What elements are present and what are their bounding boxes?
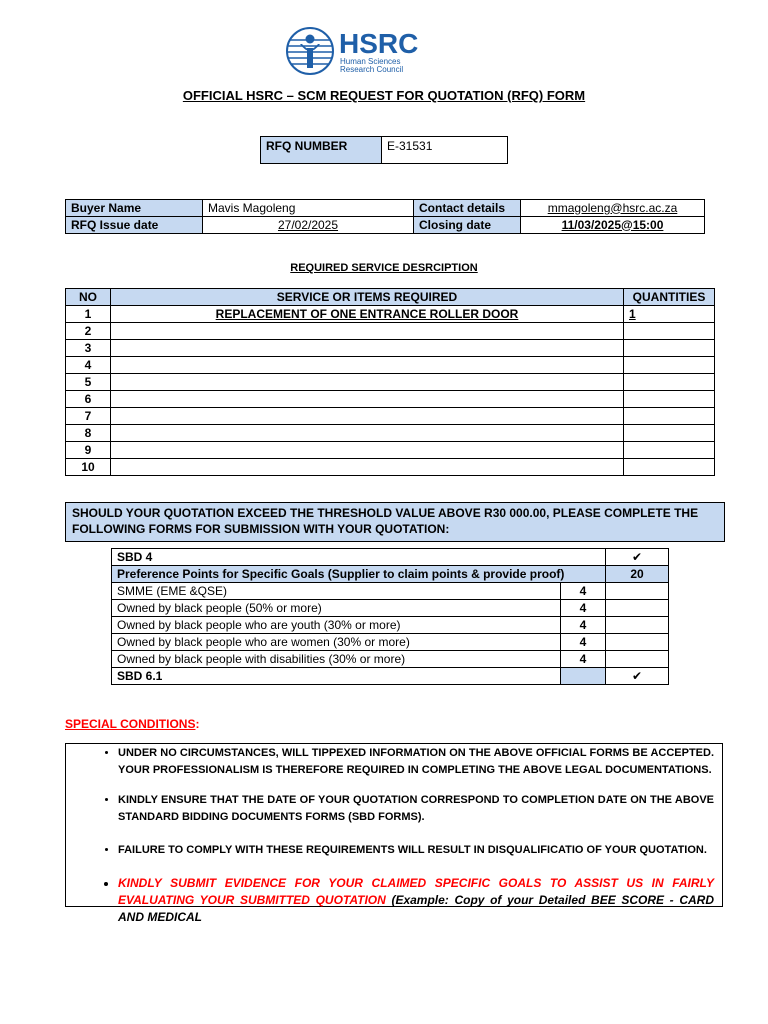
row-qty bbox=[624, 425, 715, 442]
logo-acronym: HSRC bbox=[339, 28, 419, 59]
row-no: 7 bbox=[66, 408, 111, 425]
sbd61-label: SBD 6.1 bbox=[112, 668, 561, 685]
special-heading bbox=[65, 717, 199, 731]
row-qty bbox=[624, 340, 715, 357]
goal-label: Owned by black people (50% or more) bbox=[112, 600, 561, 617]
row-item bbox=[111, 442, 624, 459]
service-table bbox=[65, 288, 715, 476]
condition-item-4-black: (Example: Copy of your Detailed BEE SCORE - CARD AND MEDICAL bbox=[118, 893, 714, 924]
service-rows bbox=[66, 306, 715, 476]
table-row bbox=[112, 583, 669, 600]
row-no: 3 bbox=[66, 340, 111, 357]
table-row bbox=[112, 634, 669, 651]
table-row bbox=[112, 617, 669, 634]
table-row bbox=[66, 374, 715, 391]
buyer-name-value: Mavis Magoleng bbox=[203, 200, 414, 217]
issue-date-value: 27/02/2025 bbox=[203, 217, 414, 234]
logo-line2: Research Council bbox=[340, 65, 404, 74]
sbd4-check-icon: ✔ bbox=[606, 549, 669, 566]
goal-points: 4 bbox=[561, 634, 606, 651]
condition-item-1: • UNDER NO CIRCUMSTANCES, WILL TIPPEXED INFORMATION ON THE ABOVE OFFICIAL FORMS BE ACCEPTED. YOUR PROFESSIONALISM IS THEREFORE REQUIRED IN COMPLETING THE ABOVE LEGAL DOCUMENTATIONS. bbox=[118, 745, 714, 779]
threshold-text: SHOULD YOUR QUOTATION EXCEED THE THRESHOLD VALUE ABOVE R30 000.00, PLEASE COMPLETE THE FOLLOWING FORMS FOR SUBMISSION WITH YOUR QUOTATION: bbox=[72, 506, 699, 536]
hsrc-emblem-icon bbox=[285, 26, 335, 76]
row-qty bbox=[624, 408, 715, 425]
table-row bbox=[66, 323, 715, 340]
pref-label: Preference Points for Specific Goals (Supplier to claim points & provide proof) bbox=[112, 566, 606, 583]
row-qty bbox=[624, 323, 715, 340]
pref-points: 20 bbox=[606, 566, 669, 583]
sbd-table bbox=[111, 548, 669, 685]
row-no: 9 bbox=[66, 442, 111, 459]
sbd61-blank bbox=[561, 668, 606, 685]
row-item bbox=[111, 425, 624, 442]
row-item bbox=[111, 459, 624, 476]
row-qty bbox=[624, 442, 715, 459]
goal-points: 4 bbox=[561, 651, 606, 668]
goal-label: Owned by black people with disabilities (30% or more) bbox=[112, 651, 561, 668]
condition-item-4 bbox=[118, 875, 714, 926]
threshold-notice bbox=[65, 502, 725, 542]
goal-claim-cell[interactable] bbox=[606, 583, 669, 600]
row-item: REPLACEMENT OF ONE ENTRANCE ROLLER DOOR bbox=[111, 306, 624, 323]
goal-rows bbox=[112, 583, 669, 668]
logo-line1: Human Sciences bbox=[340, 57, 401, 66]
row-no: 5 bbox=[66, 374, 111, 391]
special-conditions-list bbox=[66, 745, 722, 926]
goal-label: Owned by black people who are youth (30% or more) bbox=[112, 617, 561, 634]
special-conditions-box bbox=[65, 743, 723, 924]
row-qty: 1 bbox=[624, 306, 715, 323]
sbd61-check-icon: ✔ bbox=[606, 668, 669, 685]
table-row bbox=[66, 340, 715, 357]
goal-label: Owned by black people who are women (30% or more) bbox=[112, 634, 561, 651]
col-item: SERVICE OR ITEMS REQUIRED bbox=[111, 289, 624, 306]
row-item bbox=[111, 374, 624, 391]
buyer-table bbox=[65, 199, 705, 234]
rfq-number-value: E-31531 bbox=[382, 137, 508, 164]
condition-item-3: • FAILURE TO COMPLY WITH THESE REQUIREMENTS WILL RESULT IN DISQUALIFICATIO OF YOUR QUOTATION. bbox=[118, 842, 714, 859]
sbd4-label: SBD 4 bbox=[112, 549, 606, 566]
rfq-number-label: RFQ NUMBER bbox=[261, 137, 382, 164]
page-title: OFFICIAL HSRC – SCM REQUEST FOR QUOTATION (RFQ) FORM bbox=[182, 88, 586, 103]
special-heading-colon: : bbox=[195, 717, 200, 731]
row-no: 6 bbox=[66, 391, 111, 408]
goal-points: 4 bbox=[561, 600, 606, 617]
row-no: 8 bbox=[66, 425, 111, 442]
goal-points: 4 bbox=[561, 617, 606, 634]
closing-date-value: 11/03/2025@15:00 bbox=[521, 217, 705, 234]
row-item bbox=[111, 408, 624, 425]
contact-value[interactable]: mmagoleng@hsrc.ac.za bbox=[521, 200, 705, 217]
table-row bbox=[66, 408, 715, 425]
condition-item-2: • KINDLY ENSURE THAT THE DATE OF YOUR QUOTATION CORRESPOND TO COMPLETION DATE ON THE ABOVE STANDARD BIDDING DOCUMENTS FORMS (SBD FORMS). bbox=[118, 792, 714, 826]
table-row bbox=[112, 651, 669, 668]
row-qty bbox=[624, 357, 715, 374]
row-no: 2 bbox=[66, 323, 111, 340]
row-no: 4 bbox=[66, 357, 111, 374]
buyer-name-label: Buyer Name bbox=[66, 200, 203, 217]
col-qty: QUANTITIES bbox=[624, 289, 715, 306]
row-item bbox=[111, 391, 624, 408]
issue-date-label: RFQ Issue date bbox=[66, 217, 203, 234]
row-item bbox=[111, 323, 624, 340]
table-row bbox=[112, 600, 669, 617]
goal-claim-cell[interactable] bbox=[606, 651, 669, 668]
rfq-number-table bbox=[260, 136, 508, 164]
table-row bbox=[66, 357, 715, 374]
table-row bbox=[66, 391, 715, 408]
row-qty bbox=[624, 374, 715, 391]
col-no: NO bbox=[66, 289, 111, 306]
row-item bbox=[111, 340, 624, 357]
service-heading: REQUIRED SERVICE DESRCIPTION bbox=[290, 262, 478, 274]
closing-date-label: Closing date bbox=[414, 217, 521, 234]
special-heading-text: SPECIAL CONDITIONS bbox=[65, 717, 196, 731]
hsrc-logo bbox=[285, 26, 435, 76]
table-row bbox=[66, 306, 715, 323]
row-qty bbox=[624, 459, 715, 476]
condition-item-4-red: KINDLY SUBMIT EVIDENCE FOR YOUR CLAIMED SPECIFIC GOALS TO ASSIST US IN FAIRLY EVALUATING YOUR SUBMITTED QUOTATION bbox=[118, 876, 714, 907]
row-no: 10 bbox=[66, 459, 111, 476]
goal-claim-cell[interactable] bbox=[606, 634, 669, 651]
table-row bbox=[66, 459, 715, 476]
goal-claim-cell[interactable] bbox=[606, 617, 669, 634]
goal-claim-cell[interactable] bbox=[606, 600, 669, 617]
row-no: 1 bbox=[66, 306, 111, 323]
contact-label: Contact details bbox=[414, 200, 521, 217]
row-qty bbox=[624, 391, 715, 408]
table-row bbox=[66, 442, 715, 459]
row-item bbox=[111, 357, 624, 374]
table-row bbox=[66, 425, 715, 442]
goal-label: SMME (EME &QSE) bbox=[112, 583, 561, 600]
goal-points: 4 bbox=[561, 583, 606, 600]
